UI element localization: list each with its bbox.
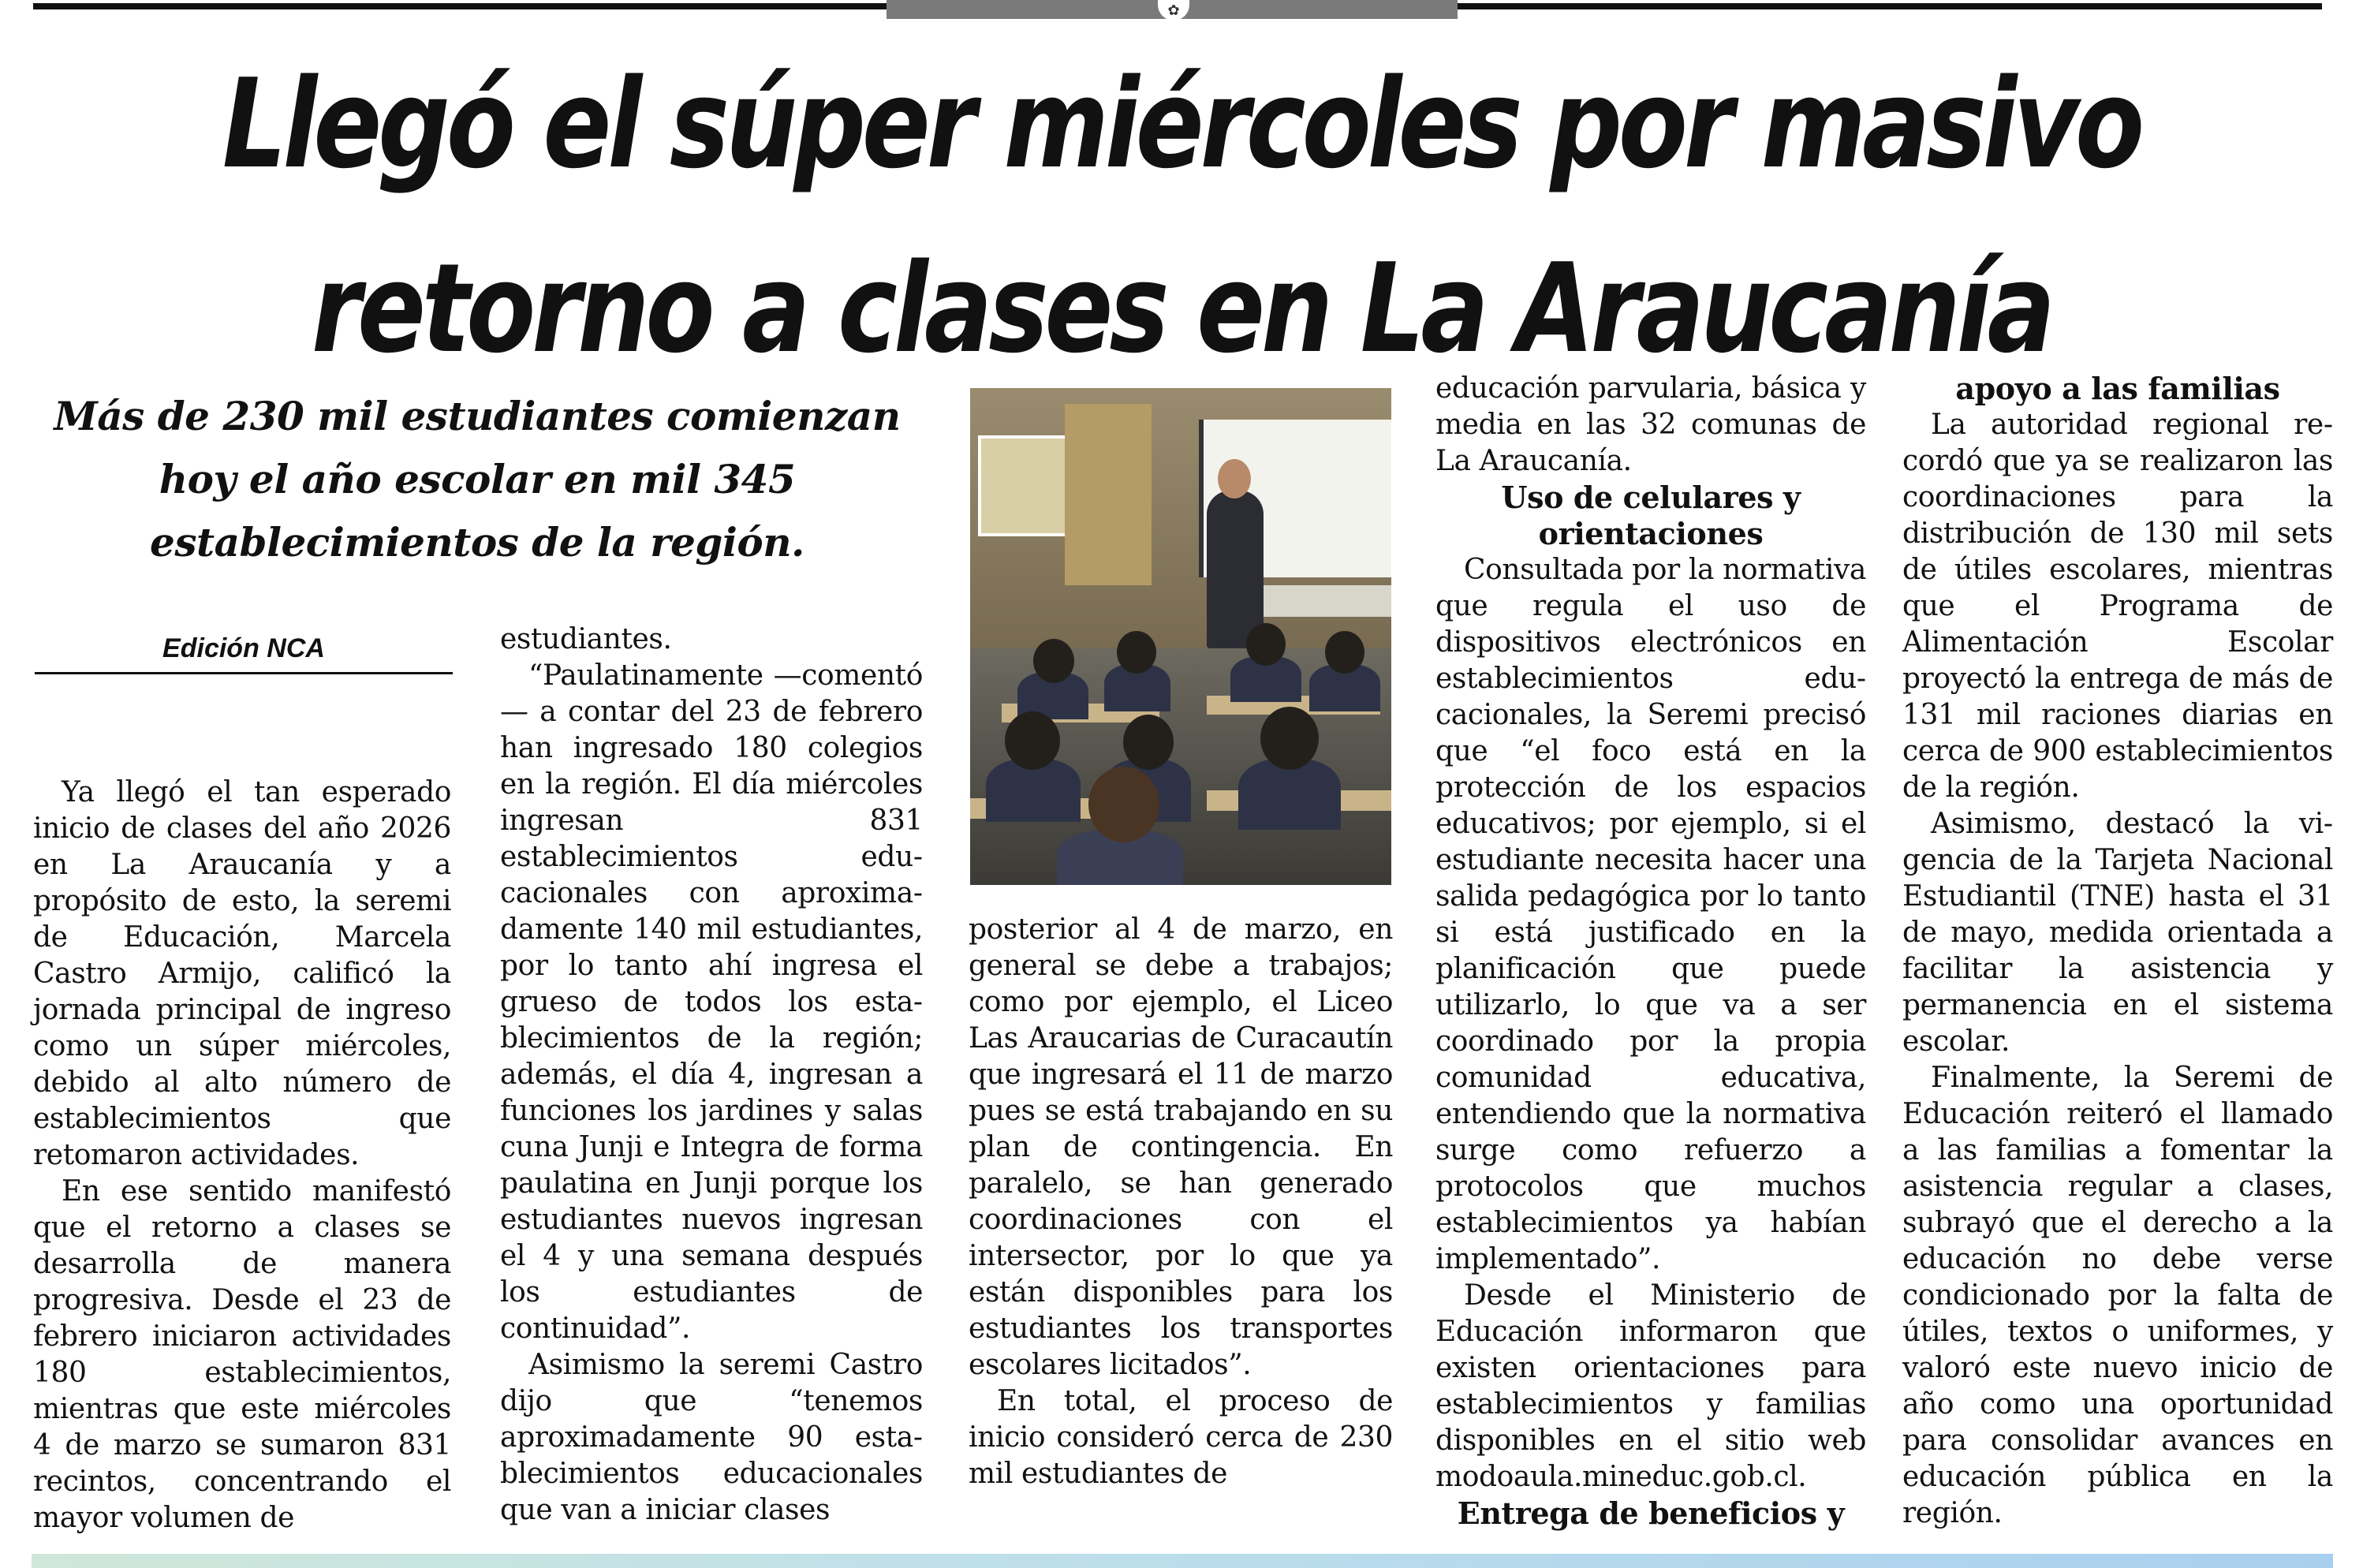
subheading: Más de 230 mil estudiantes comienzan hoy el año escolar en mil 345 establecimientos de la región.: [54, 393, 901, 566]
byline: Edición NCA: [35, 631, 453, 674]
column-5: [1902, 371, 2333, 1532]
column-3: [969, 912, 1393, 1492]
section-heading: Uso de celulares y orientaciones: [1501, 480, 1801, 551]
classroom-photo: [970, 388, 1391, 885]
paragraph: Ya llegó el tan esperado inicio de clases del año 2026 en La Araucanía y a propósito de esto, la seremi de Educación, Marcela Castro Armijo, calificó la jornada principal de ingreso como un súper miércoles, debido al alto número de establecimientos que retomaron actividades.: [33, 776, 451, 1171]
paragraph: Finalmente, la Seremi de Educación reiteró el llamado a las familias a fomentar la asistencia regular a clases, subrayó que el derecho a la educación no debe verse condicionado por la falta de útiles, textos o uniformes, y valoró este nuevo inicio de año como una oportunidad para consolidar avances en educación pública en la región.: [1902, 1062, 2333, 1529]
paragraph: Consultada por la normativa que regula el uso de dispositivos electrónicos en establecimientos educacionales, la Seremi precisó que “el foco está en la protección de los espacios educativos; por ejemplo, si el estudiante necesita hacer una salida pedagógica por lo tanto si está justificado en la planificación que puede utilizarlo, lo que va a ser coordinado por la propia comunidad educativa, entendiendo que la normativa surge como refuerzo a protocolos que muchos establecimientos ya habían implementado”.: [1435, 554, 1866, 1275]
top-rule-right: [1458, 3, 2322, 9]
paragraph: posterior al 4 de marzo, en general se debe a trabajos; como por ejemplo, el Liceo Las Araucarias de Curacautín que ingresará el 11 de marzo pues se está trabajando en su plan de contingencia. En paralelo, se han generado coordinaciones con el intersector, por lo que ya están disponibles para los estudiantes los transportes escolares licitados”.: [969, 913, 1393, 1381]
top-rule-left: [33, 3, 887, 9]
paragraph: “Paulatinamente —comentó— a contar del 23 de febrero han ingresado 180 colegios en la región. El día miércoles ingresan 831 establecimientos educacionales con aproximadamente 140 mil estudiantes, por lo tanto ahí ingresa el grueso de todos los establecimientos de la región; además, el día 4, ingresan a funciones los jardines y salas cuna Junji e Integra de forma paulatina en Junji porque los estudiantes nuevos ingresan el 4 y una semana después los estudiantes de continuidad”.: [500, 659, 923, 1345]
headline-line-1: Llegó el súper miércoles por masivo: [222, 52, 2141, 196]
paragraph: La autoridad regional recordó que ya se realizaron las coordinaciones para la distribución de 130 mil sets de útiles escolares, mientras que el Programa de Alimentación Escolar proyectó la entrega de más de 131 mil raciones diarias en cerca de 900 establecimientos de la región.: [1902, 409, 2333, 804]
paragraph: estudiantes.: [500, 623, 672, 655]
paragraph: En total, el proceso de inicio consideró cerca de 230 mil estudiantes de: [969, 1385, 1393, 1490]
section-emblem-icon: ✿: [1158, 0, 1189, 21]
headline-line-2: retorno a clases en La Araucanía: [311, 237, 2052, 380]
paragraph: En ese sentido manifestó que el retorno a clases se desarrolla de manera progresiva. Desde el 23 de febrero iniciaron actividades 180 establecimientos, mientras que este miércoles 4 de marzo se sumaron 831 recintos, concentrando el mayor volumen de: [33, 1175, 451, 1534]
paragraph: Asimismo la seremi Castro dijo que “tenemos aproximadamente 90 establecimientos educacionales que van a iniciar clases: [500, 1349, 923, 1526]
paragraph: Asimismo, destacó la vigencia de la Tarjeta Nacional Estudiantil (TNE) hasta el 31 de mayo, medida orientada a facilitar la asistencia y permanencia en el sistema escolar.: [1902, 808, 2333, 1058]
section-heading: apoyo a las familias: [1955, 371, 2280, 406]
column-1: [33, 775, 451, 1536]
paragraph: educación parvularia, básica y media en las 32 comunas de La Araucanía.: [1435, 372, 1866, 477]
paragraph: Desde el Ministerio de Educación informaron que existen orientaciones para establecimientos y familias disponibles en el sitio web modoaula.mineduc.gob.cl.: [1435, 1279, 1866, 1493]
headline: [213, 32, 2151, 401]
bottom-color-band: [32, 1554, 2333, 1568]
column-2: [500, 622, 923, 1529]
column-4: [1435, 371, 1866, 1532]
section-heading: Entrega de beneficios y: [1457, 1495, 1845, 1531]
